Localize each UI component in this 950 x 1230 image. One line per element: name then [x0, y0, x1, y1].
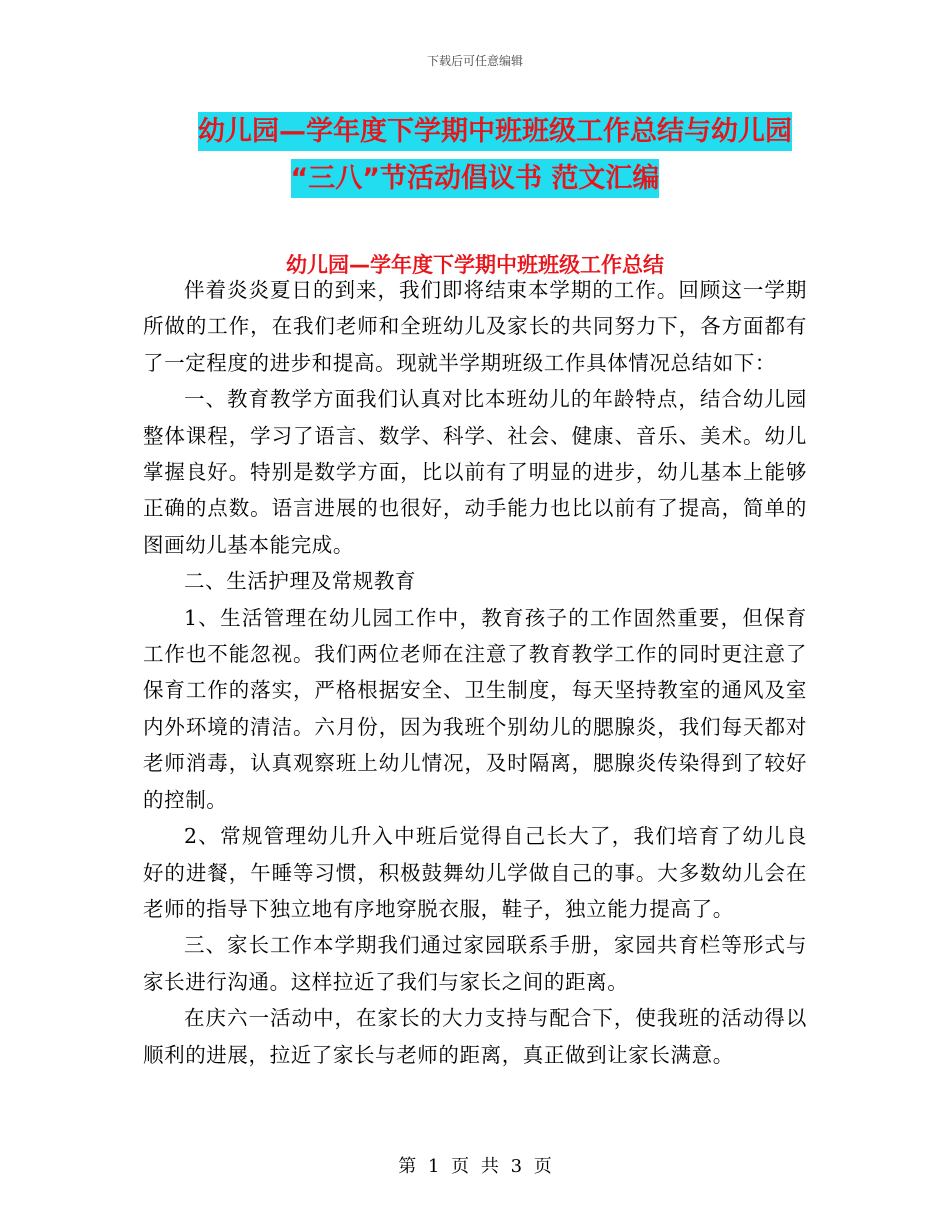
document-title-line-1-text: 幼儿园—学年度下学期中班班级工作总结与幼儿园 — [198, 112, 792, 151]
section-heading: 幼儿园—学年度下学期中班班级工作总结 — [286, 253, 664, 277]
document-title-line-2-text: “三八”节活动倡议书 范文汇编 — [291, 159, 660, 198]
paragraph-childrens-day: 在庆六一活动中，在家长的大力支持与配合下，使我班的活动得以顺利的进展，拉近了家长与老师的距离，真正做到让家长满意。 — [143, 1006, 807, 1067]
paragraph-parent-work: 三、家长工作本学期我们通过家园联系手册，家园共育栏等形式与家长进行沟通。这样拉近了我们与家长之间的距离。 — [143, 933, 807, 994]
paragraph-life-management: 1、生活管理在幼儿园工作中，教育孩子的工作固然重要，但保育工作也不能忽视。我们两位老师在注意了教育教学工作的同时更注意了保育工作的落实，严格根据安全、卫生制度，每天坚持教室的通风及室内外环境的清洁。六月份，因为我班个别幼儿的腮腺炎，我们每天都对老师消毒，认真观察班上幼儿情况，及时隔离，腮腺炎传染得到了较好的控制。 — [143, 605, 807, 812]
document-title-line-2 — [0, 156, 950, 195]
paragraph-life-care-heading: 二、生活护理及常规教育 — [184, 569, 417, 594]
page-number-footer: 第 1 页 共 3 页 — [398, 1156, 552, 1177]
paragraph-intro: 伴着炎炎夏日的到来，我们即将结束本学期的工作。回顾这一学期所做的工作，在我们老师和全班幼儿及家长的共同努力下，各方面都有了一定程度的进步和提高。现就半学期班级工作具体情况总结如下： — [143, 278, 807, 375]
document-title-line-1 — [0, 109, 950, 148]
paragraph-teaching: 一、教育教学方面我们认真对比本班幼儿的年龄特点，结合幼儿园整体课程，学习了语言、数学、科学、社会、健康、音乐、美术。幼儿掌握良好。特别是数学方面，比以前有了明显的进步，幼儿基本上能够正确的点数。语言进展的也很好，动手能力也比以前有了提高，简单的图画幼儿基本能完成。 — [143, 387, 807, 557]
page-header-note: 下载后可任意编辑 — [426, 54, 523, 68]
paragraph-routine-management: 2、常规管理幼儿升入中班后觉得自己长大了，我们培育了幼儿良好的进餐，午睡等习惯，积极鼓舞幼儿学做自己的事。大多数幼儿会在老师的指导下独立地有序地穿脱衣服，鞋子，独立能力提高了。 — [143, 824, 807, 921]
document-body — [143, 272, 807, 1073]
